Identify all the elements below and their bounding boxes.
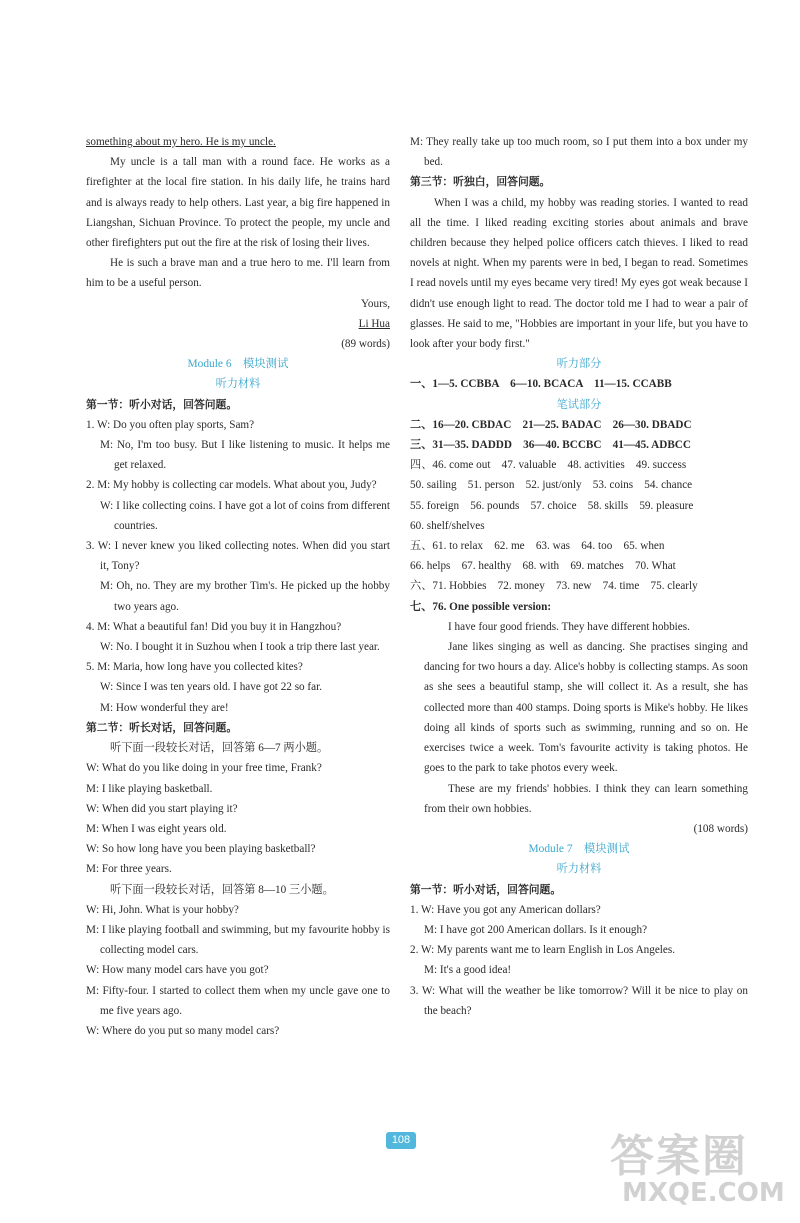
- monologue-paragraph: When I was a child, my hobby was reading stories. I wanted to read all the time. I liked reading exciting stories about animals and brave children because they helped police officers catch thieves. I liked to read novels at night. When my parents were in bed, I began to read. Sometimes I read novels until my eyes became very tired! My eyes got weak because I didn't use enough light to read. The doctor told me I had to wear a pair of glasses. He said to me, "Hobbies are important in your life, but you have to look after your body first.": [410, 196, 748, 351]
- answer-line: 四、46. come out 47. valuable 48. activities 49. success: [410, 459, 687, 472]
- dialogue-line: 1. W: Do you often play sports, Sam?: [86, 418, 255, 431]
- letter-paragraph: My uncle is a tall man with a round face. He works as a firefighter at the local fire station. In his daily life, he trains hard and is always ready to help others. Last year, a big fire happened in Liangshan, Sichuan Province. To protect the people, my uncle and other firefighters put out the fire at the risk of losing their lives.: [86, 156, 390, 250]
- dialogue-line: W: Where do you put so many model cars?: [86, 1024, 280, 1037]
- dialogue-line: M: They really take up too much room, so I put them into a box under my bed.: [410, 136, 748, 169]
- section-heading: 听力材料: [556, 863, 602, 876]
- dialogue-line: 1. W: Have you got any American dollars?: [410, 903, 601, 916]
- instruction: 听下面一段较长对话，回答第 6—7 两小题。: [110, 742, 329, 755]
- letter-signature: Li Hua: [358, 317, 390, 330]
- essay-paragraph: Jane likes singing as well as dancing. She practises singing and dancing for two hours a day. Alice's hobby is collecting stamps. As soon as she sees a beautiful stamp, she will collect it. As a result, she has collected more than 400 stamps. Doing sports is Mike's hobby. He likes doing all kinds of sports such as swimming, running and so on. He exercises twice a week. Tom's favourite activity is taking photos. He goes to the park to take photos every week.: [424, 641, 748, 775]
- dialogue-line: M: I have got 200 American dollars. Is it enough?: [424, 923, 648, 936]
- answer-line: 五、61. to relax 62. me 63. was 64. too 65. when: [410, 540, 665, 553]
- subsection-heading: 第二节：听长对话，回答问题。: [86, 721, 238, 734]
- word-count: (89 words): [341, 338, 390, 351]
- section-heading: 笔试部分: [556, 398, 602, 411]
- module-title: Module 7 模块测试: [528, 843, 630, 856]
- word-count: (108 words): [693, 822, 748, 835]
- dialogue-line: W: When did you start playing it?: [86, 802, 238, 815]
- dialogue-line: W: Hi, John. What is your hobby?: [86, 903, 239, 916]
- dialogue-line: W: How many model cars have you got?: [86, 964, 269, 977]
- dialogue-line: 5. M: Maria, how long have you collected kites?: [86, 661, 303, 674]
- answer-line: 50. sailing 51. person 52. just/only 53. coins 54. chance: [410, 479, 693, 492]
- dialogue-line: W: What do you like doing in your free time, Frank?: [86, 762, 322, 775]
- answer-line: 一、1—5. CCBBA 6—10. BCACA 11—15. CCABB: [410, 378, 672, 391]
- subsection-heading: 第三节：听独白，回答问题。: [410, 176, 551, 189]
- letter-line: something about my hero. He is my uncle.: [86, 136, 276, 148]
- right-column: [410, 132, 748, 1021]
- instruction: 听下面一段较长对话，回答第 8—10 三小题。: [110, 883, 334, 896]
- section-heading: 听力部分: [556, 358, 602, 371]
- dialogue-line: M: I like playing football and swimming, but my favourite hobby is collecting model cars.: [86, 923, 390, 957]
- dialogue-line: M: I like playing basketball.: [86, 782, 213, 795]
- dialogue-line: M: It's a good idea!: [424, 964, 512, 977]
- dialogue-line: 4. M: What a beautiful fan! Did you buy it in Hangzhou?: [86, 620, 342, 633]
- essay-paragraph: I have four good friends. They have different hobbies.: [448, 620, 690, 633]
- dialogue-line: 3. W: What will the weather be like tomorrow? Will it be nice to play on the beach?: [410, 984, 748, 1017]
- watermark-logo: [610, 1120, 785, 1215]
- dialogue-line: W: No. I bought it in Suzhou when I took a trip there last year.: [100, 641, 380, 654]
- answer-line: 60. shelf/shelves: [410, 519, 485, 532]
- dialogue-line: W: Since I was ten years old. I have got 22 so far.: [100, 681, 323, 694]
- answer-line: 三、31—35. DADDD 36—40. BCCBC 41—45. ADBCC: [410, 439, 691, 452]
- section-heading: 听力材料: [215, 378, 261, 391]
- dialogue-line: M: Fifty-four. I started to collect them when my uncle gave one to me five years ago.: [86, 984, 390, 1017]
- answer-line: 55. foreign 56. pounds 57. choice 58. skills 59. pleasure: [410, 499, 694, 512]
- dialogue-line: 2. W: My parents want me to learn English in Los Angeles.: [410, 944, 676, 957]
- dialogue-line: 2. M: My hobby is collecting car models. What about you, Judy?: [86, 479, 377, 492]
- dialogue-line: W: So how long have you been playing basketball?: [86, 843, 316, 856]
- watermark-text: 答案圈: [610, 1131, 748, 1182]
- subsection-heading: 第一节：听小对话，回答问题。: [86, 398, 238, 411]
- dialogue-line: M: When I was eight years old.: [86, 822, 227, 835]
- module-title: Module 6 模块测试: [187, 358, 289, 371]
- watermark-url: MXQE.COM: [622, 1178, 785, 1208]
- answer-line: 六、71. Hobbies 72. money 73. new 74. time 75. clearly: [410, 580, 698, 593]
- dialogue-line: W: I like collecting coins. I have got a lot of coins from different countries.: [100, 499, 390, 532]
- dialogue-line: 3. W: I never knew you liked collecting notes. When did you start it, Tony?: [86, 540, 390, 573]
- answer-line: 七、76. One possible version:: [410, 600, 552, 613]
- left-column: [86, 132, 390, 1041]
- dialogue-line: M: Oh, no. They are my brother Tim's. He picked up the hobby two years ago.: [100, 580, 390, 613]
- dialogue-line: M: How wonderful they are!: [100, 701, 229, 714]
- dialogue-line: M: No, I'm too busy. But I like listening to music. It helps me get relaxed.: [100, 439, 390, 472]
- essay-paragraph: These are my friends' hobbies. I think they can learn something from their own hobbies.: [424, 782, 748, 815]
- dialogue-line: M: For three years.: [86, 863, 172, 876]
- letter-paragraph: He is such a brave man and a true hero to me. I'll learn from him to be a useful person.: [86, 257, 390, 290]
- page-number: 108: [386, 1132, 416, 1149]
- answer-line: 二、16—20. CBDAC 21—25. BADAC 26—30. DBADC: [410, 418, 692, 431]
- letter-closing: Yours,: [360, 297, 390, 310]
- subsection-heading: 第一节：听小对话，回答问题。: [410, 883, 562, 896]
- answer-line: 66. helps 67. healthy 68. with 69. matches 70. What: [410, 560, 676, 573]
